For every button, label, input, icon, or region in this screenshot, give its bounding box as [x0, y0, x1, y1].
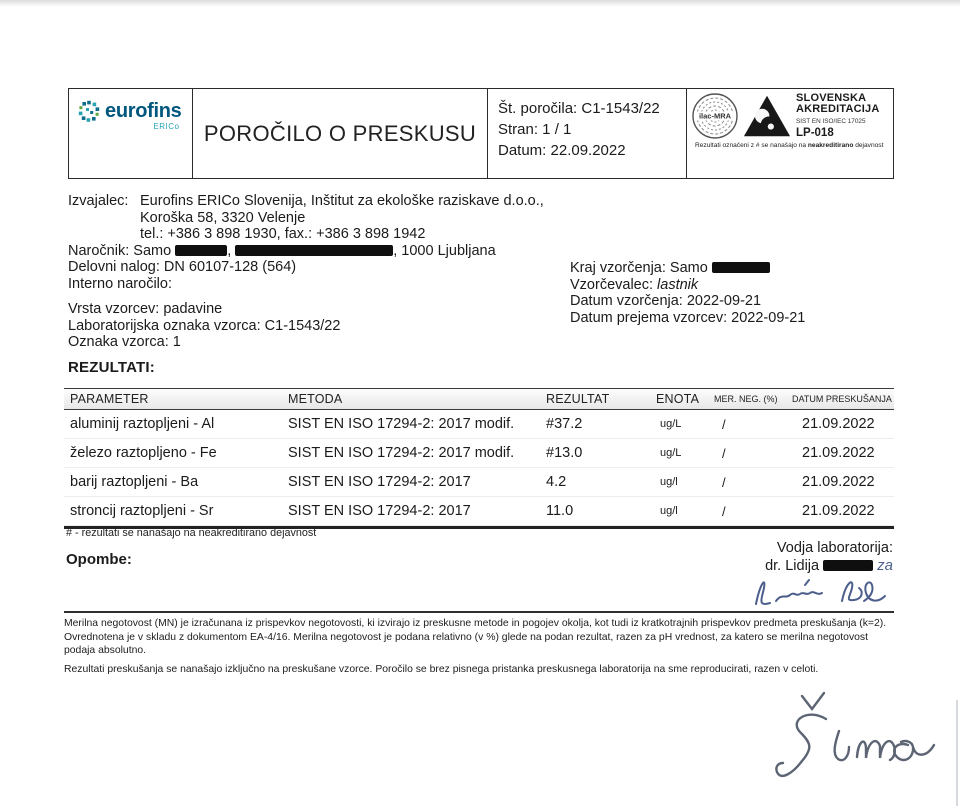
cell-parameter: aluminij raztopljeni - Al	[70, 416, 215, 432]
results-footnote: # - rezultati se nanašajo na neakreditirano dejavnost	[66, 527, 317, 539]
cell-metoda: SIST EN ISO 17294-2: 2017	[288, 503, 471, 519]
col-mer-neg: MER. NEG. (%)	[714, 394, 778, 404]
cell-datum: 21.09.2022	[802, 445, 875, 461]
report-date: Datum: 22.09.2022	[498, 142, 626, 159]
cell-parameter: barij raztopljeni - Ba	[70, 474, 199, 490]
footer-divider	[64, 611, 894, 613]
cell-metoda: SIST EN ISO 17294-2: 2017 modif.	[288, 416, 515, 432]
results-heading: REZULTATI:	[68, 359, 155, 376]
col-metoda: METODA	[288, 392, 343, 406]
cell-rezultat: 4.2	[546, 474, 567, 490]
redaction-bar	[175, 245, 227, 256]
title-cell	[193, 89, 488, 178]
oznaka-vzorca: Oznaka vzorca: 1	[68, 334, 181, 350]
cell-datum: 21.09.2022	[802, 474, 875, 490]
uncertainty-note: Merilna negotovost (MN) je izračunana iz prispevkov negotovosti, ki izvirajo iz preskusne metode in pogojev okolja, kot tudi iz kratkotrajnih prispevkov predmeta preskušanja (k=2). Ovrednotena je v skladu z dokumentom EA-4/16. Merilna negotovost je podana relativno (v %) glede na podan rezultat, razen za pH vrednost, za katero se merilna negotovost podaja absolutno.	[64, 618, 887, 657]
cell-parameter: železo raztopljeno - Fe	[70, 445, 217, 461]
izvajalec-label: Izvajalec:	[68, 193, 129, 209]
opombe-label: Opombe:	[66, 551, 132, 568]
cell-parameter: stroncij raztopljeni - Sr	[70, 503, 214, 519]
brand-name: eurofins	[105, 99, 182, 122]
cell-enota: ug/l	[660, 476, 678, 488]
col-enota: ENOTA	[656, 392, 700, 406]
cell-enota: ug/L	[660, 418, 682, 430]
vzorcevalec-label: Vzorčevalec:	[570, 276, 658, 293]
col-parameter: PARAMETER	[70, 392, 149, 406]
cell-datum: 21.09.2022	[802, 503, 875, 519]
report-number: Št. poročila: C1-1543/22	[498, 100, 660, 117]
cell-enota: ug/l	[660, 505, 678, 517]
cell-enota: ug/L	[660, 447, 682, 459]
cell-rezultat: 11.0	[546, 503, 574, 519]
narocnik-line	[68, 243, 544, 260]
document-title: POROČILO O PRESKUSU	[203, 120, 477, 146]
kraj-vzorcenja-line	[570, 260, 805, 277]
cell-mer-neg: /	[722, 416, 726, 432]
cell-rezultat: #13.0	[546, 445, 583, 461]
parties-block	[68, 193, 544, 292]
datum-vzorcenja: Datum vzorčenja: 2022-09-21	[570, 293, 762, 309]
report-info-cell	[488, 89, 687, 178]
reproduction-note: Rezultati preskušanja se nanašajo izključno na preskušane vzorce. Poročilo se brez pisnega pristanka preskusnega laboratorija na sme reproducirati, razen v celoti.	[64, 664, 819, 675]
cell-datum: 21.09.2022	[802, 416, 875, 432]
redaction-bar	[712, 262, 770, 273]
eurofins-logo	[77, 99, 182, 131]
eurofins-asterisk-icon	[77, 99, 101, 123]
table-row	[64, 439, 894, 468]
izvajalec-line2: Koroška 58, 3320 Velenje	[140, 209, 306, 226]
accreditation-note-prefix: Rezultati označeni z # se nanašajo na	[695, 142, 808, 149]
interno-narocilo: Interno naročilo:	[68, 275, 172, 292]
izvajalec-line3: tel.: +386 3 898 1930, fax.: +386 3 898 1942	[140, 226, 426, 242]
cell-mer-neg: /	[722, 474, 726, 490]
table-row	[64, 410, 894, 439]
vzorcevalec-line	[570, 277, 805, 294]
scan-edge-shadow	[0, 0, 960, 7]
slovenska-akreditacija-icon	[742, 93, 792, 139]
handwritten-note-sima	[738, 684, 948, 799]
lab-oznaka: Laboratorijska oznaka vzorca: C1-1543/22	[68, 317, 341, 334]
cell-mer-neg: /	[722, 503, 726, 519]
narocnik-suffix: , 1000 Ljubljana	[393, 242, 496, 259]
accreditation-code: LP-018	[796, 127, 834, 139]
table-row	[64, 468, 894, 497]
sampling-block	[570, 260, 805, 326]
accreditation-cell	[687, 89, 893, 178]
datum-prejema: Datum prejema vzorcev: 2022-09-21	[570, 309, 806, 326]
accreditation-name-line1: SLOVENSKA	[796, 92, 867, 104]
report-header	[68, 88, 894, 179]
izvajalec-line1: Eurofins ERICo Slovenija, Inštitut za ekološke raziskave d.o.o.,	[140, 193, 544, 209]
logo-cell	[69, 89, 193, 178]
table-row	[64, 497, 894, 526]
accreditation-text	[796, 93, 879, 139]
sample-block	[68, 301, 340, 351]
handwritten-za: za	[877, 557, 893, 574]
cell-mer-neg: /	[722, 445, 726, 461]
col-datum: DATUM PRESKUŠANJA	[792, 394, 892, 404]
brand-division: ERICo	[153, 122, 180, 131]
cell-metoda: SIST EN ISO 17294-2: 2017	[288, 474, 471, 490]
delovni-nalog: Delovni nalog: DN 60107-128 (564)	[68, 259, 297, 275]
results-table	[64, 388, 894, 529]
col-rezultat: REZULTAT	[546, 392, 610, 406]
cell-rezultat: #37.2	[546, 416, 583, 432]
accreditation-note	[691, 142, 889, 150]
narocnik-mid: ,	[227, 242, 236, 259]
narocnik-prefix: Naročnik: Samo	[68, 242, 176, 259]
accreditation-note-bold: neakreditirano	[807, 142, 854, 149]
results-table-header	[64, 388, 894, 410]
svg-text:ilac-MRA: ilac-MRA	[698, 111, 732, 121]
accreditation-note-suffix: dejavnost	[853, 142, 884, 149]
vzorcevalec-value: lastnik	[657, 276, 699, 293]
cell-metoda: SIST EN ISO 17294-2: 2017 modif.	[288, 445, 515, 461]
vodja-label: Vodja laboratorija:	[776, 540, 893, 556]
scan-edge-line	[956, 700, 958, 806]
accreditation-name-line2: AKREDITACIJA	[796, 103, 880, 115]
lab-head-signature	[748, 566, 898, 614]
redaction-bar	[235, 245, 393, 256]
ilac-mra-icon	[691, 92, 739, 140]
vrsta-vzorcev: Vrsta vzorcev: padavine	[68, 301, 223, 317]
vodja-name-prefix: dr. Lidija	[765, 558, 824, 574]
kraj-prefix: Kraj vzorčenja: Samo	[570, 260, 712, 276]
report-page: Stran: 1 / 1	[498, 121, 572, 138]
accreditation-standard: SIST EN ISO/IEC 17025	[796, 118, 866, 125]
